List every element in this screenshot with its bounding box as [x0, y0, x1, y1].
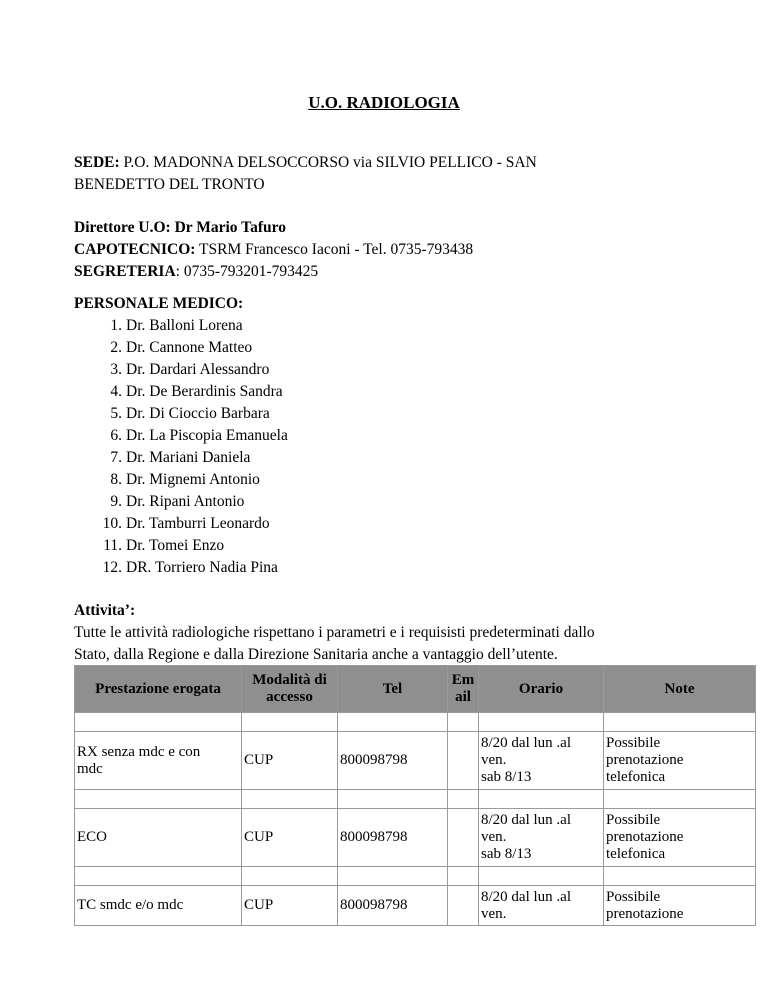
- list-item: [74, 403, 714, 425]
- header-tel: Tel: [338, 666, 448, 713]
- cell-note: [604, 886, 756, 926]
- list-item-number: 8.: [110, 471, 122, 488]
- header-email-line-1: Em: [451, 672, 475, 688]
- sede-line-2: BENEDETTO DEL TRONTO: [74, 176, 265, 193]
- list-item-name: Dr. Tomei Enzo: [126, 537, 225, 554]
- page-title: U.O. RADIOLOGIA: [308, 93, 460, 112]
- list-item-name: Dr. Tamburri Leonardo: [126, 515, 270, 532]
- cell-orario-line: 8/20 dal lun .al: [481, 812, 571, 828]
- list-item-number: 5.: [110, 405, 122, 422]
- services-table: [74, 665, 756, 926]
- list-item-number: 6.: [110, 427, 122, 444]
- cell-tel: 800098798: [338, 886, 448, 926]
- cell-prestazione-line: RX senza mdc e con: [77, 743, 201, 760]
- capotecnico-value: TSRM Francesco Iaconi - Tel. 0735-793438: [195, 241, 474, 258]
- cell-email: [448, 732, 479, 790]
- cell-orario: [479, 732, 604, 790]
- list-item: [74, 337, 714, 359]
- capotecnico-label: CAPOTECNICO:: [74, 241, 196, 258]
- staff-list: [74, 315, 714, 579]
- list-item-number: 11.: [103, 537, 122, 554]
- cell-note-line: Possibile: [606, 735, 661, 751]
- direzione-block: [74, 217, 714, 283]
- cell-note: [604, 809, 756, 867]
- cell-orario-line: ven.: [481, 752, 507, 768]
- cell-note-line: Possibile: [606, 888, 661, 905]
- attivita-heading: Attivita’:: [74, 602, 136, 619]
- header-modalita: [242, 666, 338, 713]
- table-row: [75, 732, 756, 790]
- cell-orario-line: ven.: [481, 829, 507, 845]
- header-email-line-2: ail: [455, 689, 471, 705]
- cell-note-line: prenotazione: [606, 829, 684, 845]
- header-modalita-line-1: Modalità di: [252, 672, 327, 688]
- cell-modalita: CUP: [242, 732, 338, 790]
- personale-heading: PERSONALE MEDICO:: [74, 295, 244, 312]
- list-item-name: Dr. Di Cioccio Barbara: [126, 405, 270, 422]
- list-item-name: Dr. Dardari Alessandro: [126, 361, 270, 378]
- table-row: [75, 886, 756, 926]
- table-spacer-row: [75, 713, 756, 732]
- list-item-name: Dr. Balloni Lorena: [126, 317, 243, 334]
- sede-address: P.O. MADONNA DELSOCCORSO via SILVIO PELLICO - SAN: [119, 154, 537, 171]
- list-item-name: Dr. La Piscopia Emanuela: [126, 427, 288, 444]
- list-item-number: 10.: [102, 515, 122, 532]
- cell-prestazione: [75, 732, 242, 790]
- segreteria-label: SEGRETERIA: [74, 263, 176, 280]
- list-item-number: 4.: [110, 383, 122, 400]
- table-row: [75, 809, 756, 867]
- table-header-row: [75, 666, 756, 713]
- list-item-number: 1.: [110, 317, 122, 334]
- segreteria-line: [74, 261, 714, 283]
- capotecnico-line: [74, 239, 714, 261]
- list-item-name: Dr. Cannone Matteo: [126, 339, 253, 356]
- attivita-text-line-2: Stato, dalla Regione e dalla Direzione Sanitaria anche a vantaggio dell’utente.: [74, 646, 558, 663]
- cell-prestazione: ECO: [75, 809, 242, 867]
- cell-note-line: Possibile: [606, 812, 661, 828]
- cell-orario-line: sab 8/13: [481, 769, 532, 785]
- segreteria-value: : 0735-793201-793425: [175, 263, 319, 280]
- list-item-name: Dr. Mariani Daniela: [126, 449, 251, 466]
- list-item: [74, 469, 714, 491]
- cell-orario-line: 8/20 dal lun .al: [481, 735, 571, 751]
- cell-orario-line: 8/20 dal lun .al: [481, 888, 571, 905]
- list-item: [74, 513, 714, 535]
- list-item: [74, 359, 714, 381]
- table-spacer-row: [75, 790, 756, 809]
- sede-label: SEDE:: [74, 154, 120, 171]
- list-item-number: 2.: [110, 339, 122, 356]
- list-item-number: 7.: [110, 449, 122, 466]
- list-item-number: 3.: [110, 361, 122, 378]
- cell-modalita: CUP: [242, 809, 338, 867]
- list-item-name: Dr. Ripani Antonio: [126, 493, 245, 510]
- list-item: [74, 315, 714, 337]
- cell-email: [448, 886, 479, 926]
- list-item-number: 12.: [102, 559, 122, 576]
- cell-prestazione: TC smdc e/o mdc: [75, 886, 242, 926]
- cell-tel: 800098798: [338, 732, 448, 790]
- header-modalita-line-2: accesso: [266, 689, 313, 705]
- cell-prestazione-line: mdc: [77, 760, 103, 777]
- header-orario: Orario: [479, 666, 604, 713]
- list-item-name: DR. Torriero Nadia Pina: [126, 559, 278, 576]
- cell-note-line: telefonica: [606, 769, 666, 785]
- list-item: [74, 491, 714, 513]
- cell-note-line: telefonica: [606, 846, 666, 862]
- list-item: [74, 447, 714, 469]
- cell-note-line: prenotazione: [606, 752, 684, 768]
- list-item-name: Dr. Mignemi Antonio: [126, 471, 260, 488]
- cell-orario: [479, 886, 604, 926]
- sede-line-1: [74, 152, 714, 174]
- header-email: [448, 666, 479, 713]
- direttore-line: Direttore U.O: Dr Mario Tafuro: [74, 219, 286, 236]
- header-prestazione: Prestazione erogata: [75, 666, 242, 713]
- attivita-text-line-1: Tutte le attività radiologiche rispettano i parametri e i requisisti predeterminati dallo: [74, 624, 595, 641]
- cell-note-line: prenotazione: [606, 905, 684, 922]
- attivita-block: [74, 600, 734, 666]
- list-item: [74, 381, 714, 403]
- list-item: [74, 557, 714, 579]
- cell-tel: 800098798: [338, 809, 448, 867]
- sede-block: [74, 152, 714, 196]
- list-item-name: Dr. De Berardinis Sandra: [126, 383, 283, 400]
- cell-modalita: CUP: [242, 886, 338, 926]
- cell-note: [604, 732, 756, 790]
- cell-email: [448, 809, 479, 867]
- personale-block: [74, 293, 714, 579]
- header-note: Note: [604, 666, 756, 713]
- list-item-number: 9.: [110, 493, 122, 510]
- cell-orario-line: sab 8/13: [481, 846, 532, 862]
- list-item: [74, 425, 714, 447]
- list-item: [74, 535, 714, 557]
- cell-orario-line: ven.: [481, 905, 507, 922]
- table-spacer-row: [75, 867, 756, 886]
- cell-orario: [479, 809, 604, 867]
